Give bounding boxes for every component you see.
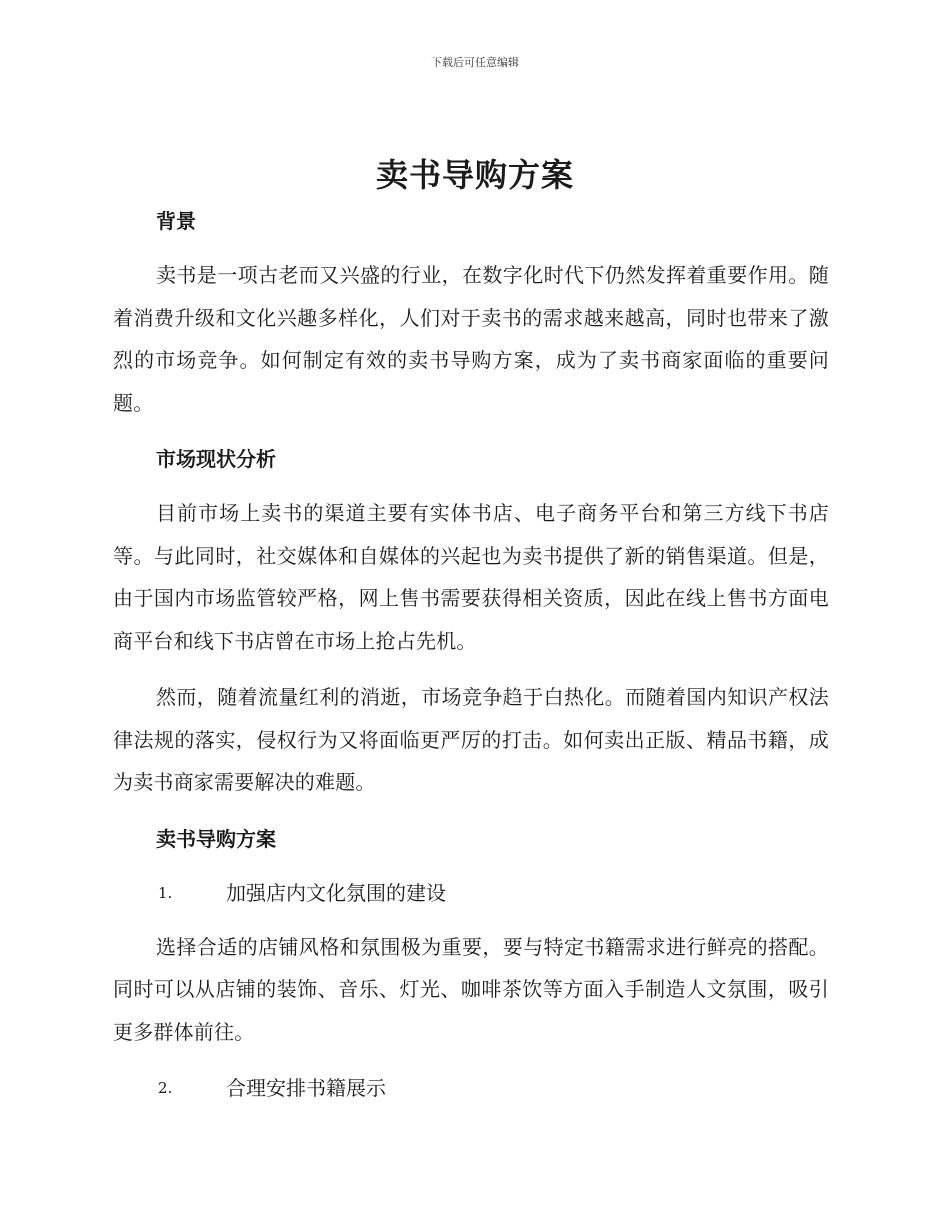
list-item-1 xyxy=(113,872,829,914)
document-body xyxy=(113,200,829,1121)
section-heading-market: 市场现状分析 xyxy=(156,447,276,471)
list-item-text: 合理安排书籍展示 xyxy=(226,1076,386,1100)
list-number: 2. xyxy=(158,1079,173,1097)
background-paragraph: 卖书是一项古老而又兴盛的行业，在数字化时代下仍然发挥着重要作用。随着消费升级和文化兴趣多样化，人们对于卖书的需求越来越高，同时也带来了激烈的市场竞争。如何制定有效的卖书导购方案，成为了卖书商家面临的重要问题。 xyxy=(113,263,829,415)
document-title: 卖书导购方案 xyxy=(375,156,574,194)
list-item-2 xyxy=(113,1067,829,1109)
section-heading-background: 背景 xyxy=(156,209,196,233)
market-paragraph-2: 然而，随着流量红利的消逝，市场竞争趋于白热化。而随着国内知识产权法律法规的落实，侵权行为又将面临更严厉的打击。如何卖出正版、精品书籍，成为卖书商家需要解决的难题。 xyxy=(113,685,829,794)
section-heading-plan: 卖书导购方案 xyxy=(156,826,276,851)
market-paragraph-1: 目前市场上卖书的渠道主要有实体书店、电子商务平台和第三方线下书店等。与此同时，社交媒体和自媒体的兴起也为卖书提供了新的销售渠道。但是，由于国内市场监管较严格，网上售书需要获得相关资质，因此在线上售书方面电商平台和线下书店曾在市场上抢占先机。 xyxy=(113,501,829,653)
header-note: 下载后可任意编辑 xyxy=(431,56,519,69)
plan-item-1-paragraph: 选择合适的店铺风格和氛围极为重要，要与特定书籍需求进行鲜亮的搭配。同时可以从店铺的装饰、音乐、灯光、咖啡茶饮等方面入手制造人文氛围，吸引更多群体前往。 xyxy=(113,934,829,1044)
list-item-text: 加强店内文化氛围的建设 xyxy=(226,880,446,905)
list-number: 1. xyxy=(158,883,173,902)
